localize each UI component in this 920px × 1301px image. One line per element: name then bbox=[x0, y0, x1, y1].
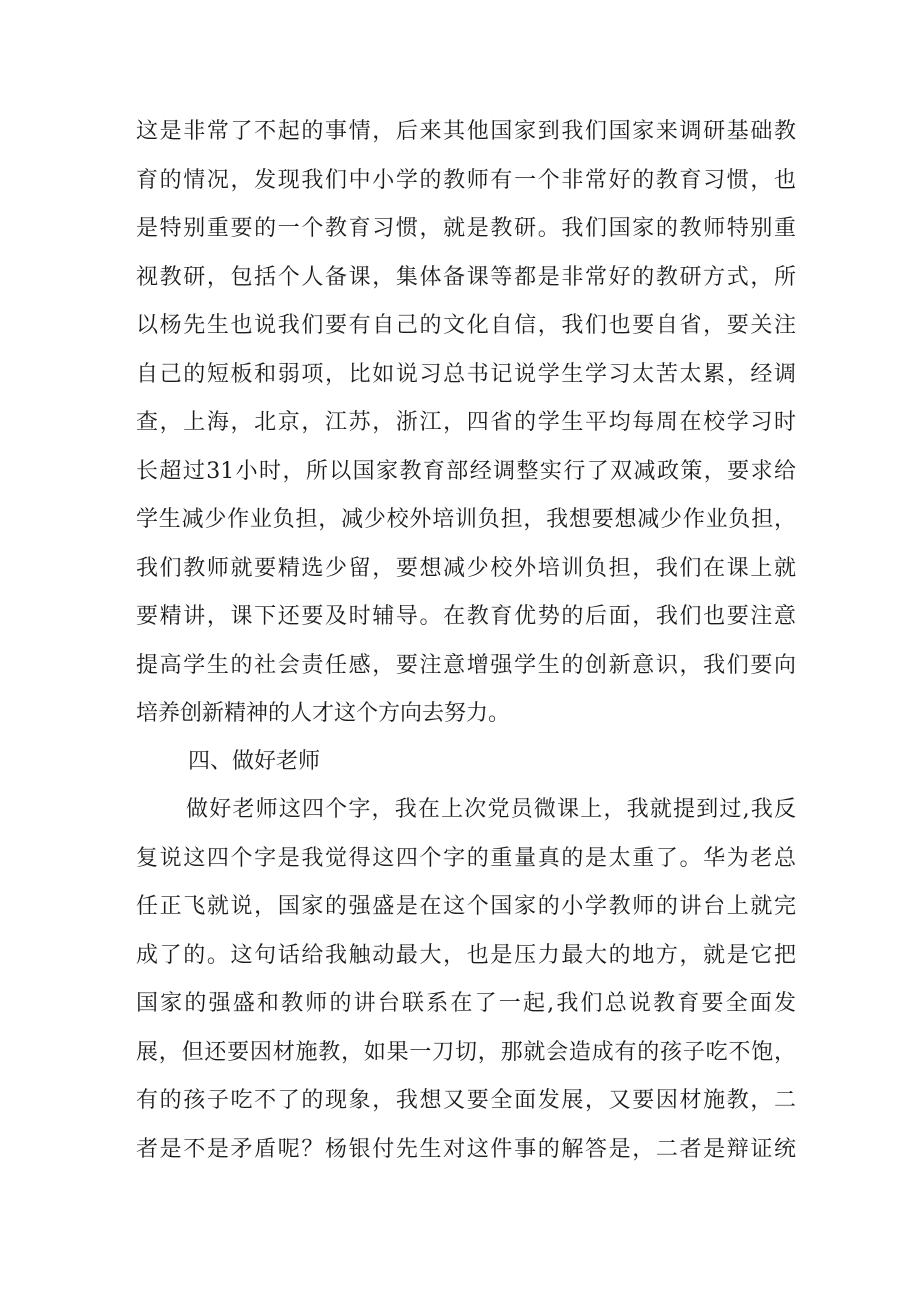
section-heading bbox=[188, 738, 588, 787]
text-line: 自己的短板和弱项，比如说习总书记说学生学习太苦太累，经调 bbox=[136, 361, 796, 387]
text-line: 我们教师就要精选少留，要想减少校外培训负担，我们在课上就 bbox=[136, 555, 796, 581]
section-heading-text: 四、做好老师 bbox=[188, 749, 321, 774]
paragraph-2 bbox=[136, 786, 796, 1174]
text-line: 做好老师这四个字，我在上次党员微课上，我就提到过,我反 bbox=[186, 797, 796, 822]
text-line: 复说这四个字是我觉得这四个字的重量真的是太重了。华为老总 bbox=[136, 845, 796, 871]
text-line: 国家的强盛和教师的讲台联系在了一起,我们总说教育要全面发 bbox=[136, 991, 796, 1016]
text-line: 展，但还要因材施教，如果一刀切，那就会造成有的孩子吃不饱， bbox=[136, 1039, 796, 1065]
text-line: 培养创新精神的人才这个方向去努力。 bbox=[136, 701, 511, 726]
paragraph-1 bbox=[136, 108, 796, 739]
text-line: 长超过31小时，所以国家教育部经调整实行了双减政策，要求给 bbox=[136, 458, 796, 484]
text-line: 者是不是矛盾呢？杨银付先生对这件事的解答是，二者是辩证统 bbox=[136, 1136, 796, 1162]
text-line: 要精讲，课下还要及时辅导。在教育优势的后面，我们也要注意 bbox=[136, 604, 796, 629]
text-line: 查，上海，北京，江苏，浙江，四省的学生平均每周在校学习时 bbox=[136, 410, 796, 435]
text-line: 提高学生的社会责任感，要注意增强学生的创新意识，我们要向 bbox=[136, 652, 796, 678]
text-line: 学生减少作业负担，减少校外培训负担，我想要想减少作业负担， bbox=[136, 507, 796, 532]
text-line: 任正飞就说，国家的强盛是在这个国家的小学教师的讲台上就完 bbox=[136, 894, 796, 919]
text-line: 有的孩子吃不了的现象，我想又要全面发展，又要因材施教，二 bbox=[136, 1088, 796, 1113]
text-line: 成了的。这句话给我触动最大，也是压力最大的地方，就是它把 bbox=[136, 942, 796, 968]
text-line: 视教研，包括个人备课，集体备课等都是非常好的教研方式，所 bbox=[136, 264, 796, 290]
text-line: 这是非常了不起的事情，后来其他国家到我们国家来调研基础教 bbox=[136, 119, 796, 144]
text-line: 以杨先生也说我们要有自己的文化自信，我们也要自省，要关注 bbox=[136, 313, 796, 338]
text-line: 是特别重要的一个教育习惯，就是教研。我们国家的教师特别重 bbox=[136, 216, 796, 241]
text-line: 育的情况，发现我们中小学的教师有一个非常好的教育习惯，也 bbox=[136, 167, 796, 193]
